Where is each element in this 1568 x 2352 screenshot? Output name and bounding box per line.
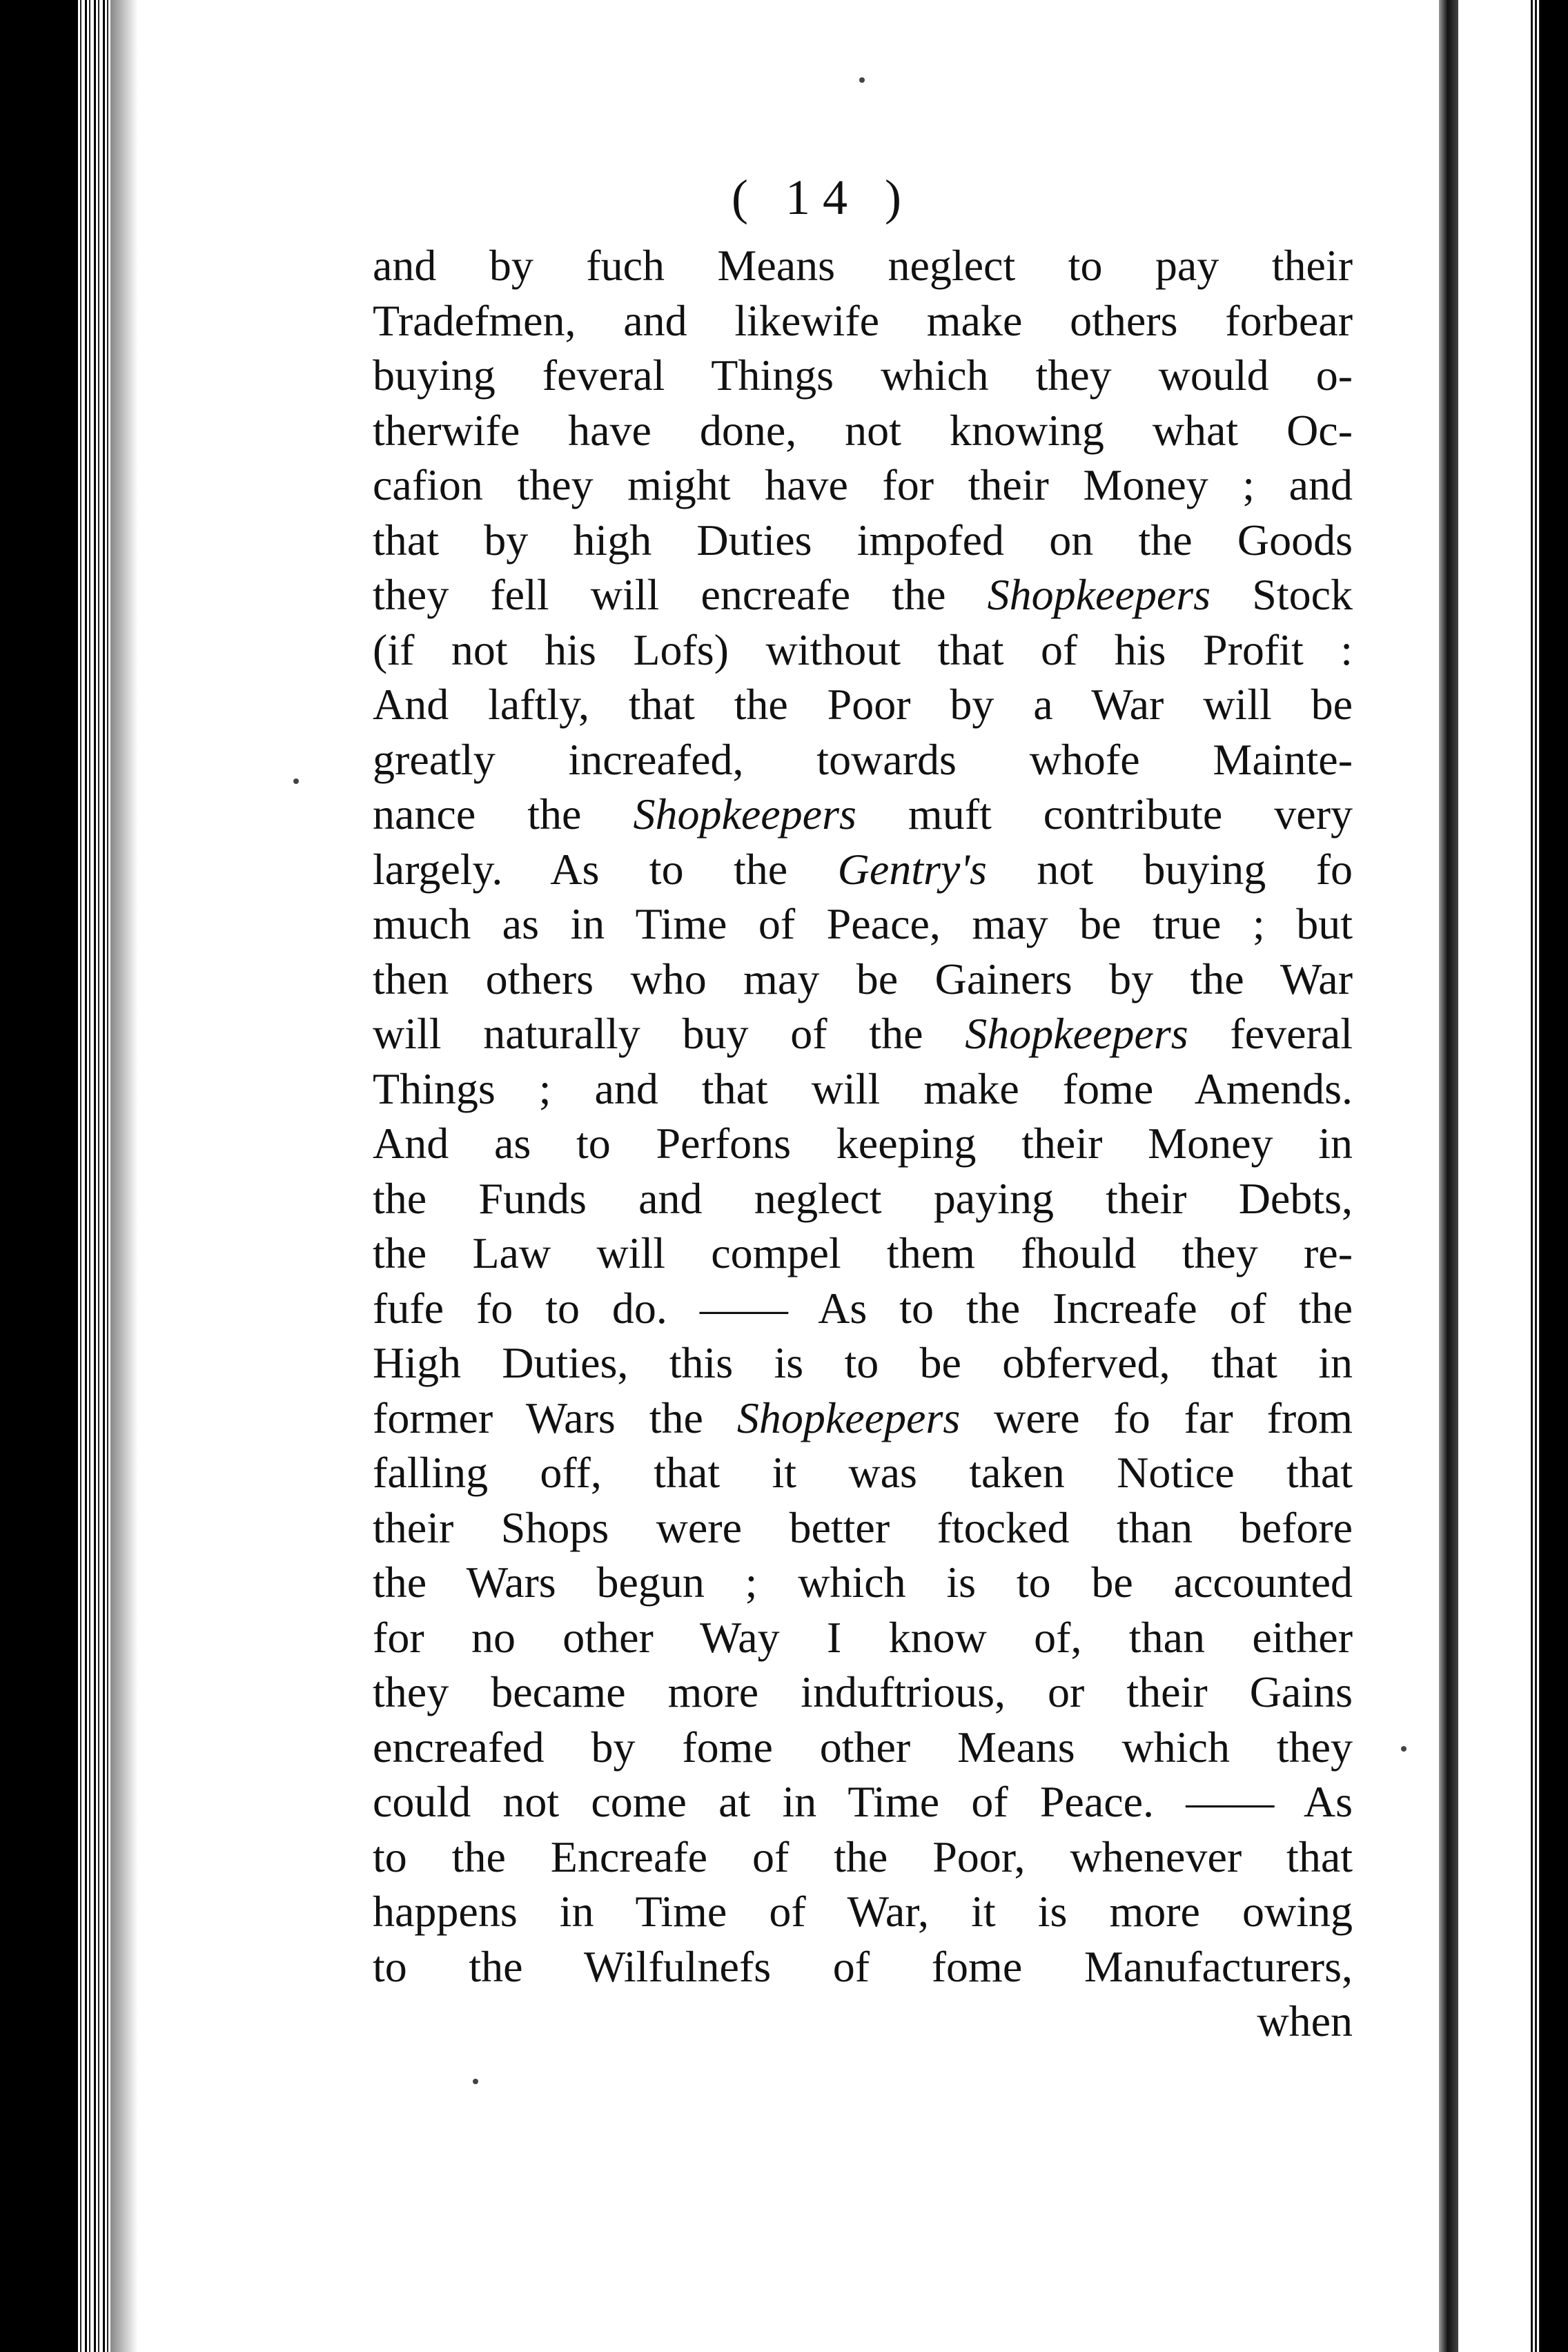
- text-line: for no other Way I know of, than either: [373, 1612, 1353, 1662]
- text-line: Tradefmen, and likewife make others forbear: [373, 295, 1353, 345]
- text-line: they fell will encreafe the Shopkeepers Stock: [373, 570, 1353, 619]
- text-line: then others who may be Gainers by the War: [373, 954, 1353, 1003]
- text-line: former Wars the Shopkeepers were fo far from: [373, 1393, 1353, 1442]
- ink-speck: [473, 2079, 478, 2084]
- text-line: And laftly, that the Poor by a War will be: [373, 680, 1353, 729]
- text-line: could not come at in Time of Peace. —— As: [373, 1777, 1353, 1826]
- page-edge-shading: [110, 0, 138, 2352]
- text-line: that by high Duties impofed on the Goods: [373, 515, 1353, 565]
- text-line: the Law will compel them fhould they re-: [373, 1228, 1353, 1277]
- page-number-header: ( 14 ): [732, 170, 914, 225]
- text-line: Things ; and that will make fome Amends.: [373, 1064, 1353, 1113]
- ink-speck: [1401, 1746, 1407, 1752]
- catchword: when: [1257, 1997, 1353, 2046]
- text-line: much as in Time of Peace, may be true ; but: [373, 899, 1353, 948]
- text-line: to the Encreafe of the Poor, whenever that: [373, 1832, 1353, 1881]
- book-binding-shadow: [0, 0, 86, 2352]
- text-line: greatly increafed, towards whofe Mainte-: [373, 734, 1353, 784]
- text-line: therwife have done, not knowing what Oc-: [373, 405, 1353, 455]
- text-line: their Shops were better ftocked than before: [373, 1502, 1353, 1552]
- text-line: the Wars begun ; which is to be accounted: [373, 1558, 1353, 1607]
- text-line: will naturally buy of the Shopkeepers feveral: [373, 1009, 1353, 1058]
- ink-speck: [859, 77, 865, 83]
- text-line: (if not his Lofs) without that of his Profit :: [373, 625, 1353, 674]
- text-line: High Duties, this is to be obferved, that in: [373, 1338, 1353, 1387]
- text-line: encreafed by fome other Means which they: [373, 1722, 1353, 1772]
- gutter-line: [1439, 0, 1458, 2352]
- text-line: largely. As to the Gentry's not buying fo: [373, 844, 1353, 894]
- text-line: cafion they might have for their Money ; and: [373, 460, 1353, 509]
- text-line: falling off, that it was taken Notice that: [373, 1448, 1353, 1497]
- text-line: fufe fo to do. —— As to the Increafe of the: [373, 1283, 1353, 1333]
- text-line: And as to Perfons keeping their Money in: [373, 1119, 1353, 1168]
- text-line: and by fuch Means neglect to pay their: [373, 241, 1353, 290]
- text-line: to the Wilfulnefs of fome Manufacturers,: [373, 1941, 1353, 1991]
- text-line: nance the Shopkeepers muft contribute very: [373, 790, 1353, 839]
- text-line: they became more induftrious, or their Gains: [373, 1667, 1353, 1716]
- ink-speck: [293, 778, 299, 784]
- text-line: buying feveral Things which they would o-: [373, 351, 1353, 400]
- text-line: happens in Time of War, it is more owing: [373, 1887, 1353, 1936]
- page-body: [373, 238, 1353, 2049]
- text-line: the Funds and neglect paying their Debts,: [373, 1173, 1353, 1223]
- facing-page-edge: [1540, 0, 1568, 2352]
